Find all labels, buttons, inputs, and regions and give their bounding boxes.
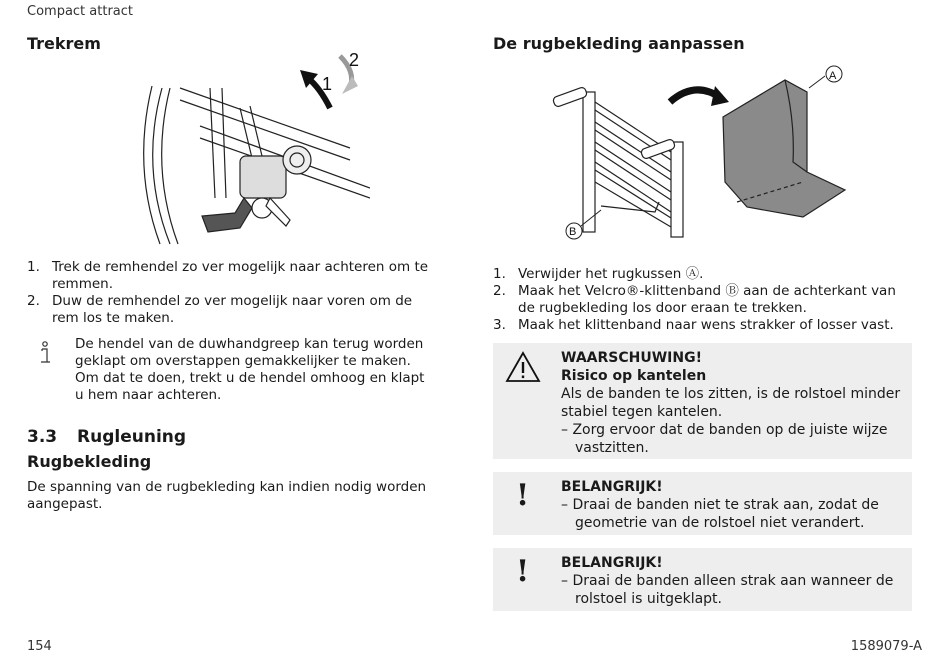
callout-b: B [569, 226, 577, 238]
exclamation-icon: ! [516, 478, 530, 513]
backrest-illustration [545, 62, 855, 242]
important-content-1 [561, 478, 901, 532]
warning-box [493, 343, 912, 459]
chapter-title: Rugleuning [77, 427, 187, 447]
page-number: 154 [27, 639, 52, 654]
paragraph: De spanning van de rugbekleding kan indien nodig worden aangepast. [27, 479, 427, 512]
list-item: 1. Trek de remhendel zo ver mogelijk naar achteren om te remmen. [27, 259, 429, 292]
exclamation-icon: ! [516, 554, 530, 589]
important-box-1 [493, 472, 912, 535]
warning-content [561, 349, 901, 457]
sub-heading: Rugbekleding [27, 452, 152, 471]
warning-subtitle: Risico op kantelen [561, 368, 707, 384]
callout-a: A [829, 70, 837, 82]
chapter-number: 3.3 [27, 427, 58, 447]
brake-steps [27, 259, 432, 327]
doc-id: 1589079-A [850, 639, 922, 654]
important-bullet-2: – Draai de banden alleen strak aan wanneer de rolstoel is uitgeklapt. [561, 573, 894, 607]
important-box-2 [493, 548, 912, 611]
section-heading-trekrem: Trekrem [27, 34, 101, 53]
important-bullet-1: – Draai de banden niet te strak aan, zodat de geometrie van de rolstoel niet verandert. [561, 497, 879, 531]
running-title: Compact attract [27, 4, 134, 19]
list-item: 1. Verwijder het rugkussen Ⓐ. [493, 266, 704, 282]
important-label-2: BELANGRIJK! [561, 555, 663, 571]
chapter-heading [27, 427, 186, 447]
info-icon [37, 340, 53, 366]
warning-label: WAARSCHUWING! [561, 350, 702, 366]
list-item: 2. Duw de remhendel zo ver mogelijk naar voren om de rem los te maken. [27, 293, 413, 326]
section-heading-rugbekleding: De rugbekleding aanpassen [493, 34, 745, 53]
warning-triangle-icon [505, 351, 541, 383]
callout-1: 1 [322, 74, 333, 94]
list-item: 2. Maak het Velcro®-klittenband Ⓑ aan de achterkant van de rugbekleding los door eraan te trekken. [493, 283, 896, 316]
warning-text: Als de banden te los zitten, is de rolstoel minder stabiel tegen kantelen. [561, 386, 901, 420]
list-item: 3. Maak het klittenband naar wens strakker of losser vast. [493, 317, 894, 333]
backrest-steps [493, 266, 913, 334]
info-note: De hendel van de duwhandgreep kan terug worden geklapt om overstappen gemakkelijker te maken. Om dat te doen, trekt u de hendel omhoog en klapt u hem naar achteren. [75, 336, 425, 403]
important-content-2 [561, 554, 901, 608]
brake-illustration [140, 48, 370, 246]
important-label-1: BELANGRIJK! [561, 479, 663, 495]
warning-bullet: – Zorg ervoor dat de banden op de juiste wijze vastzitten. [561, 422, 888, 456]
callout-2: 2 [349, 50, 360, 70]
